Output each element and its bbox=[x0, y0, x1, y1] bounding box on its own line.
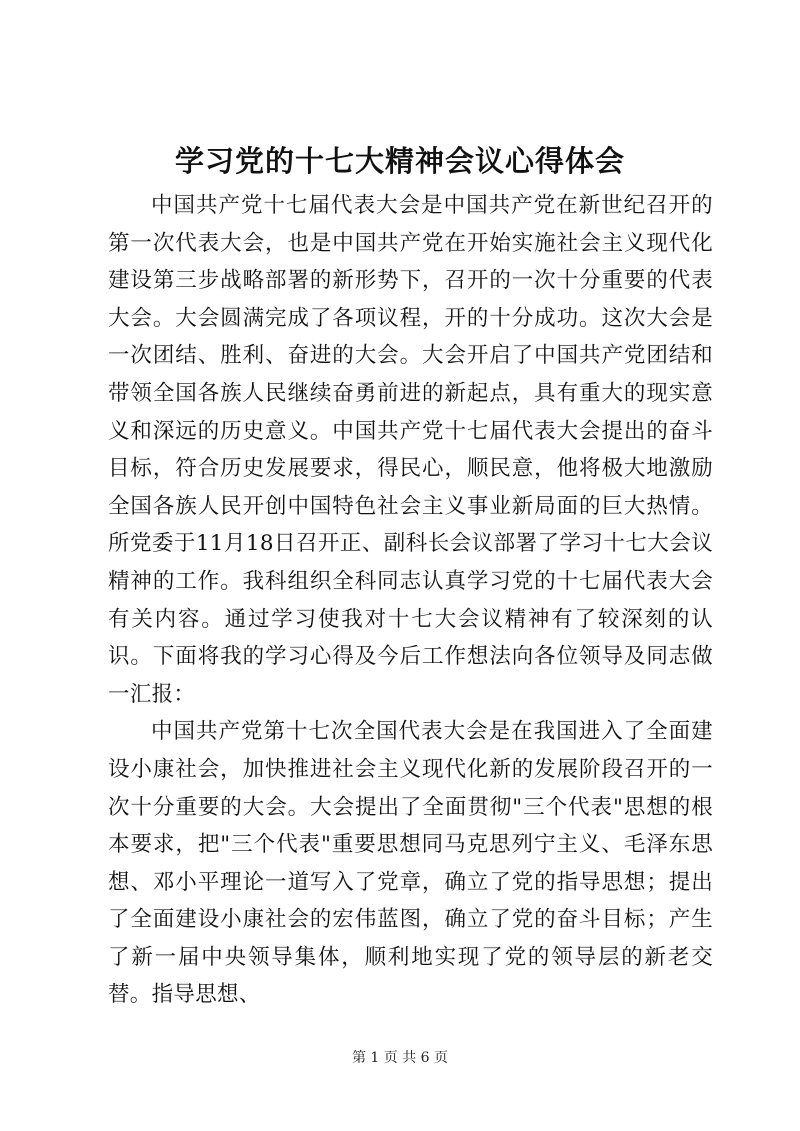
document-body bbox=[108, 187, 713, 1014]
page-title: 学习党的十七大精神会议心得体会 bbox=[174, 144, 625, 178]
paragraph-2: 中国共产党第十七次全国代表大会是在我国进入了全面建设小康社会，加快推进社会主义现代化新的发展阶段召开的一次十分重要的大会。大会提出了全面贯彻"三个代表"思想的根本要求，把"三个代表"重要思想同马克思列宁主义、毛泽东思想、邓小平理论一道写入了党章，确立了党的指导思想；提出了全面建设小康社会的宏伟蓝图，确立了党的奋斗目标；产生了新一届中央领导集体，顺利地实现了党的领导层的新老交替。指导思想、 bbox=[108, 719, 713, 1008]
paragraph-1: 中国共产党十七届代表大会是中国共产党在新世纪召开的第一次代表大会，也是中国共产党在开始实施社会主义现代化建设第三步战略部署的新形势下，召开的一次十分重要的代表大会。大会圆满完成了各项议程，开的十分成功。这次大会是一次团结、胜利、奋进的大会。大会开启了中国共产党团结和带领全国各族人民继续奋勇前进的新起点，具有重大的现实意义和深远的历史意义。中国共产党十七届代表大会提出的奋斗目标，符合历史发展要求，得民心，顺民意，他将极大地激励全国各族人民开创中国特色社会主义事业新局面的巨大热情。所党委于11月18日召开正、副科长会议部署了学习十七大会议精神的工作。我科组织全科同志认真学习党的十七届代表大会有关内容。通过学习使我对十七大会议精神有了较深刻的认识。下面将我的学习心得及今后工作想法向各位领导及同志做一汇报： bbox=[108, 193, 713, 707]
page-footer: 第 1 页 共 6 页 bbox=[351, 1050, 449, 1066]
